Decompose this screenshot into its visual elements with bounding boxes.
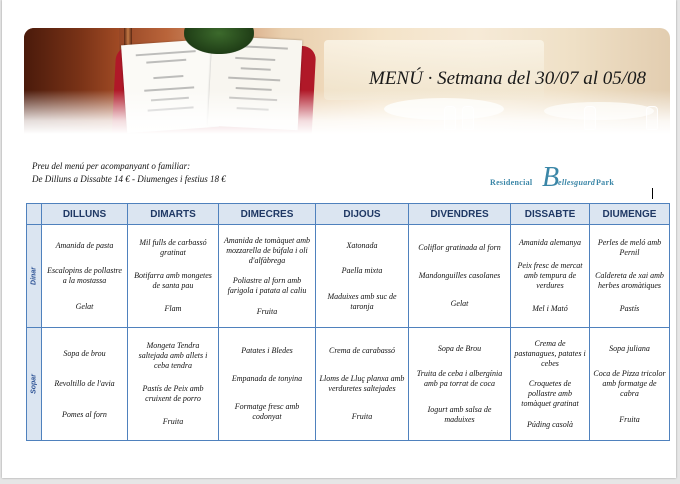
- day-header-diumenge: DIUMENGE: [590, 204, 670, 225]
- dish-item: Formatge fresc amb codonyat: [234, 402, 300, 421]
- logo-text-park: Park: [596, 178, 615, 187]
- dish-item: Flam: [164, 304, 182, 313]
- dish-item: Fruita: [619, 414, 640, 424]
- menu-cell: [128, 328, 219, 441]
- price-line-2: De Dilluns a Dissabte 14 € - Diumenges i festius 18 €: [32, 174, 226, 184]
- dish-item: Amanida alemanya: [519, 238, 581, 247]
- document-page: [2, 0, 676, 478]
- price-notes: [32, 160, 226, 186]
- weekly-menu-table: [26, 203, 670, 441]
- dish-item: Mandonguilles casolanes: [418, 271, 501, 280]
- dish-item: Lloms de Lluç planxa amb verduretes saltejades: [319, 374, 405, 393]
- dish-item: Truita de ceba i albergínia amb pa torrat de coca: [416, 369, 503, 388]
- residencial-logo: [490, 162, 660, 193]
- menu-cell: [590, 328, 670, 441]
- meal-label: Dinar: [30, 267, 38, 285]
- table-corner: [27, 204, 42, 225]
- dish-list: [409, 328, 510, 440]
- dish-item: Coca de Pizza tricolor amb formatge de cabra: [593, 369, 666, 398]
- menu-cell: [316, 225, 409, 328]
- menu-cell: [42, 328, 128, 441]
- menu-cell: [316, 328, 409, 441]
- dish-item: Peix fresc de mercat amb tempura de verdures: [517, 261, 583, 290]
- meal-label: Sopar: [30, 374, 38, 394]
- dish-list: [128, 225, 218, 327]
- logo-initial-b: B: [542, 162, 560, 193]
- dish-item: Fruita: [256, 306, 278, 316]
- dish-list: [128, 328, 218, 440]
- dish-item: Crema de pastanagues, patates i cebes: [514, 338, 586, 368]
- dish-item: Amanida de pasta: [55, 240, 114, 250]
- dish-item: Botifarra amb mongetes de santa pau: [134, 271, 212, 290]
- dish-list: [219, 225, 315, 327]
- day-header-dimarts: DIMARTS: [128, 204, 219, 225]
- logo-text-ellesguard: ellesguard: [558, 178, 596, 187]
- dish-item: Pastís de Peix amb cruixent de porro: [142, 384, 204, 403]
- meal-row-dinar: [27, 225, 670, 328]
- dish-item: Crema de carabassó: [329, 346, 395, 355]
- dish-list: [219, 328, 315, 440]
- dish-list: [316, 328, 408, 440]
- price-line-1: Preu del menú per acompanyant o familiar:: [32, 161, 191, 171]
- dish-list: [316, 225, 408, 327]
- dish-list: [511, 225, 589, 327]
- dish-item: Púding casolà: [527, 419, 573, 429]
- dish-list: [42, 328, 127, 440]
- dish-item: Mongeta Tendra saltejada amb allets i ceba tendra: [138, 341, 208, 370]
- dish-item: Sopa juliana: [609, 343, 650, 353]
- dish-item: Poliastre al forn amb farigola i patata al caliu: [227, 276, 307, 295]
- dish-item: Sopa de brou: [63, 348, 106, 358]
- dish-item: Fruita: [351, 412, 373, 421]
- menu-cell: [409, 225, 511, 328]
- dish-item: Amanida de tomàquet amb mozzarella de búfala i oli d'alfàbrega: [224, 235, 310, 265]
- dish-item: Coliflor gratinada al forn: [418, 243, 501, 252]
- banner-plant: [184, 28, 254, 54]
- menu-cell: [128, 225, 219, 328]
- dish-item: Empanada de tonyina: [231, 374, 303, 383]
- day-header-dimecres: DIMECRES: [219, 204, 316, 225]
- dish-item: Perles de meló amb Pernil: [597, 238, 662, 257]
- dish-item: Revoltillo de l'avia: [54, 379, 115, 388]
- dish-item: Escalopins de pollastre a la mostassa: [47, 266, 122, 285]
- dish-item: Pomes al forn: [62, 409, 107, 419]
- meal-label-cell: [27, 225, 42, 328]
- dish-item: Gelat: [75, 301, 94, 311]
- meal-label-cell: [27, 328, 42, 441]
- dish-list: [590, 225, 669, 327]
- dish-item: Mil fulls de carbassó gratinat: [139, 238, 207, 257]
- day-header-dissabte: DISSABTE: [511, 204, 590, 225]
- dish-item: Paella mixta: [341, 266, 383, 275]
- dish-item: Mel i Mató: [532, 304, 568, 313]
- dish-item: Sopa de Brou: [437, 343, 482, 353]
- dish-item: Gelat: [450, 299, 469, 308]
- text-cursor: [652, 188, 653, 199]
- dish-item: Patates i Bledes: [241, 346, 293, 355]
- menu-cell: [409, 328, 511, 441]
- day-header-dijous: DIJOUS: [316, 204, 409, 225]
- dish-item: Xatonada: [346, 240, 378, 250]
- menu-cell: [590, 225, 670, 328]
- header-banner: [24, 28, 670, 134]
- menu-cell: [511, 328, 590, 441]
- menu-cell: [219, 328, 316, 441]
- day-header-divendres: DIVENDRES: [409, 204, 511, 225]
- dish-item: Caldereta de xai amb herbes aromàtiques: [595, 271, 664, 290]
- dish-item: Croquetes de pollastre amb tomàquet gratinat: [521, 379, 579, 408]
- menu-title: MENÚ · Setmana del 30/07 al 05/08: [369, 68, 647, 89]
- dish-item: Iogurt amb salsa de maduixes: [427, 404, 492, 424]
- menu-cell: [219, 225, 316, 328]
- logo-text-residencial: Residencial: [490, 178, 533, 187]
- dish-list: [42, 225, 127, 327]
- dish-list: [511, 328, 589, 440]
- banner-fade: [24, 90, 670, 134]
- meal-row-sopar: [27, 328, 670, 441]
- dish-item: Pastís: [619, 304, 640, 313]
- menu-cell: [511, 225, 590, 328]
- dish-item: Fruita: [162, 417, 184, 426]
- dish-list: [409, 225, 510, 327]
- dish-item: Maduixes amb suc de taronja: [327, 291, 397, 311]
- dish-list: [590, 328, 669, 440]
- menu-cell: [42, 225, 128, 328]
- day-header-dilluns: DILLUNS: [42, 204, 128, 225]
